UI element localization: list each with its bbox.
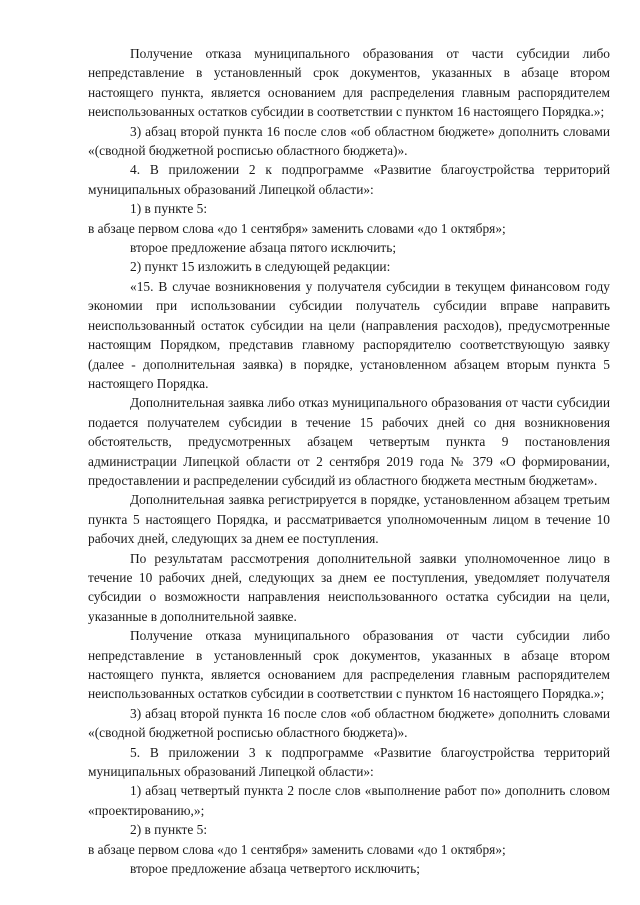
- paragraph-exclude-sentence-1: второе предложение абзаца пятого исключить;: [130, 240, 397, 256]
- paragraph-replace-date-2: в абзаце первом слова «до 1 сентября» заменить словами «до 1 октября»;: [88, 841, 506, 857]
- paragraph-refusal-1: Получение отказа муниципального образования от части субсидии либо непредставление в установленный срок документов, указанных в абзаце втором настоящего пункта, является основанием для распределения главным распорядителем неиспользованных остатков субсидии в соответствии с пунктом 16 настоящего Порядка.»;: [88, 46, 610, 120]
- paragraph-item-3-first: 3) абзац второй пункта 16 после слов «об областном бюджете» дополнить словами «(сводной бюджетной росписью областного бюджета)».: [88, 123, 610, 159]
- paragraph-item-1-point-2: 1) абзац четвертый пункта 2 после слов «выполнение работ по» дополнить словом «проектированию,»;: [88, 783, 610, 818]
- paragraph-registration: Дополнительная заявка регистрируется в порядке, установленном абзацем третьим пункта 5 настоящего Порядка, и рассматривается уполномоченным лицом в течение 10 рабочих дней, следующих за днем ее поступления.: [88, 492, 610, 547]
- paragraph-replace-date-1: в абзаце первом слова «до 1 сентября» заменить словами «до 1 октября»;: [88, 220, 506, 236]
- paragraph-section-4: 4. В приложении 2 к подпрограмме «Развитие благоустройства территорий муниципальных образований Липецкой области»:: [88, 162, 610, 197]
- paragraph-refusal-2: Получение отказа муниципального образования от части субсидии либо непредставление в установленный срок документов, указанных в абзаце втором настоящего пункта, является основанием для распределения главным распорядителем неиспользованных остатков субсидии в соответствии с пунктом 16 настоящего Порядка.»;: [88, 628, 610, 702]
- paragraph-section-5: 5. В приложении 3 к подпрограмме «Развитие благоустройства территорий муниципальных образований Липецкой области»:: [88, 744, 610, 780]
- paragraph-item-2-point-5: 2) в пункте 5:: [130, 822, 208, 838]
- paragraph-item-2-point-15: 2) пункт 15 изложить в следующей редакции:: [130, 259, 391, 275]
- paragraph-review-results: По результатам рассмотрения дополнительной заявки уполномоченное лицо в течение 10 рабочих дней, следующих за днем ее поступления, уведомляет получателя субсидии о возможности направления неиспользованного остатка субсидии на цели, указанные в дополнительной заявке.: [88, 550, 610, 624]
- document-page: [88, 44, 610, 878]
- paragraph-item-1-point-5: 1) в пункте 5:: [130, 201, 208, 217]
- paragraph-additional-request: Дополнительная заявка либо отказ муниципального образования от части субсидии подается получателем субсидии в течение 15 рабочих дней со дня возникновения обстоятельств, предусмотренных абзацем четвертым пункта 9 постановления администрации Липецкой области от 2 сентября 2019 года № 379 «О формировании, предоставлении и распределении субсидий из областного бюджета местным бюджетам».: [88, 395, 610, 488]
- paragraph-exclude-sentence-2: второе предложение абзаца четвертого исключить;: [130, 861, 420, 877]
- paragraph-point-15-text: «15. В случае возникновения у получателя субсидии в текущем финансовом году экономии при использовании субсидии получатель субсидии вправе направить неиспользованный остаток субсидии на цели (направления расходов), предусмотренные настоящим Порядком, представив главному распорядителю соответствующую заявку (далее - дополнительная заявка) в порядке, установленном абзацем вторым пункта 5 настоящего Порядка.: [88, 278, 610, 391]
- paragraph-item-3-second: 3) абзац второй пункта 16 после слов «об областном бюджете» дополнить словами «(сводной бюджетной росписью областного бюджета)».: [88, 705, 610, 741]
